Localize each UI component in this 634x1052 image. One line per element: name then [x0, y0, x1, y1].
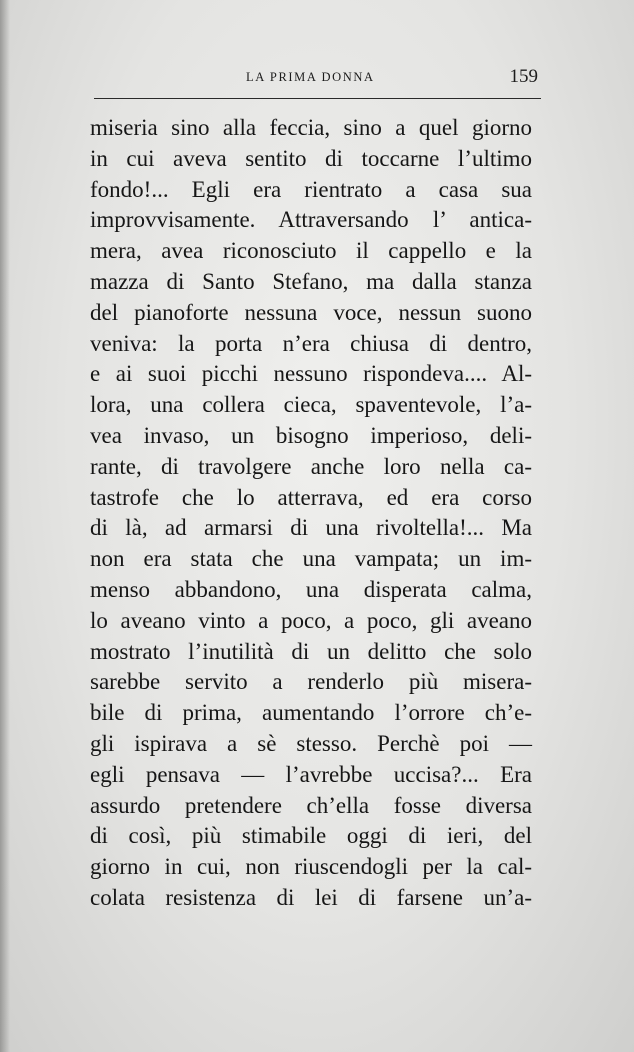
running-head	[92, 64, 542, 90]
text-line: lo aveano vinto a poco, a poco, gli aveano	[90, 607, 532, 633]
text-line: bile di prima, aumentando l’orrore ch’e-	[90, 700, 532, 726]
text-line: menso abbandono, una disperata calma,	[90, 576, 532, 602]
text-line: vea invaso, un bisogno imperioso, deli-	[90, 422, 532, 448]
page-gutter-shadow	[0, 0, 10, 1052]
text-line: improvvisamente. Attraversando l’ antica-	[90, 207, 532, 233]
text-line: in cui aveva sentito di toccarne l’ultimo	[90, 145, 532, 171]
header-rule	[94, 98, 541, 99]
body-text	[90, 113, 532, 914]
text-line: del pianoforte nessuna voce, nessun suono	[90, 299, 532, 325]
text-line: mera, avea riconosciuto il cappello e la	[90, 238, 532, 264]
text-line: mostrato l’inutilità di un delitto che solo	[90, 638, 532, 664]
text-line: mazza di Santo Stefano, ma dalla stanza	[90, 268, 532, 294]
text-line: giorno in cui, non riuscendogli per la cal-	[90, 854, 532, 880]
text-line: tastrofe che lo atterrava, ed era corso	[90, 484, 532, 510]
text-line: sarebbe servito a renderlo più misera-	[90, 669, 532, 695]
text-line: e ai suoi picchi nessuno rispondeva.... Al-	[90, 361, 532, 387]
text-line: egli pensava — l’avrebbe uccisa?... Era	[90, 761, 532, 787]
text-line: colata resistenza di lei di farsene un’a-	[90, 884, 532, 910]
text-line: gli ispirava a sè stesso. Perchè poi —	[90, 730, 532, 756]
text-line: veniva: la porta n’era chiusa di dentro,	[90, 330, 532, 356]
text-line: miseria sino alla feccia, sino a quel giorno	[90, 115, 532, 140]
text-line: fondo!... Egli era rientrato a casa sua	[90, 176, 532, 202]
text-line: di così, più stimabile oggi di ieri, del	[90, 823, 532, 849]
text-line: di là, ad armarsi di una rivoltella!... Ma	[90, 515, 532, 541]
running-title: LA PRIMA DONNA	[246, 70, 375, 84]
text-line: rante, di travolgere anche loro nella ca-	[90, 453, 532, 479]
text-line: assurdo pretendere ch’ella fosse diversa	[90, 792, 532, 818]
text-line: non era stata che una vampata; un im-	[90, 546, 532, 572]
page-number: 159	[509, 66, 538, 87]
text-line: lora, una collera cieca, spaventevole, l’a-	[90, 392, 532, 418]
